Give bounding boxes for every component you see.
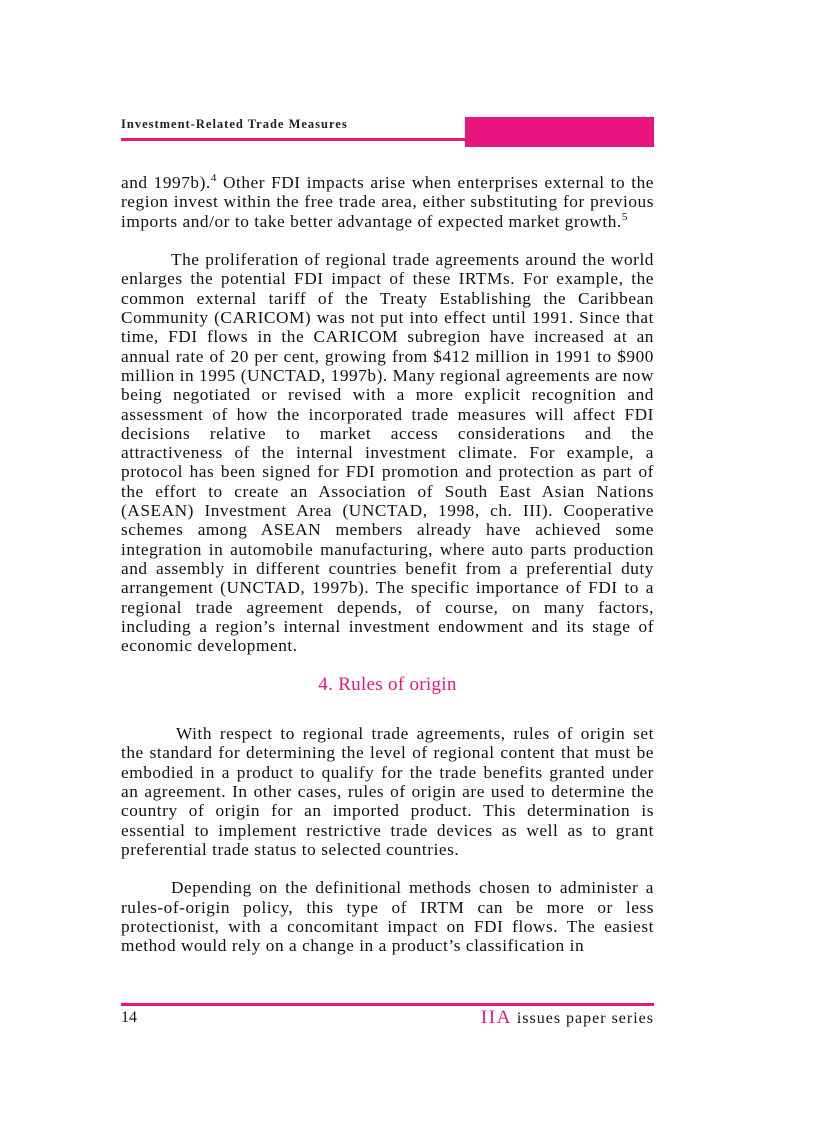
paragraph-4: Depending on the definitional methods chosen to administer a rules-of-origin policy, this type of IRTM can be more or less protectionist, with a concomitant impact on FDI flows. The easiest method would rely on a change in a product’s classification in xyxy=(121,878,654,956)
page-number: 14 xyxy=(121,1009,137,1026)
header-accent-block xyxy=(465,117,654,147)
body-text xyxy=(121,173,654,956)
paragraph-1-text-b: Other FDI impacts arise when enterprises external to the region invest within the free trade area, either substituting for previous imports and/or to take better advantage of expected market growth. xyxy=(121,173,654,231)
footnote-ref-5[interactable]: 5 xyxy=(621,210,628,223)
paragraph-3: With respect to regional trade agreements, rules of origin set the standard for determining the level of regional content that must be embodied in a product to qualify for the trade benefits granted under an agreement. In other cases, rules of origin are used to determine the country of origin for an imported product. This determination is essential to implement restrictive trade devices as well as to grant preferential trade status to selected countries. xyxy=(121,724,654,859)
header-rule xyxy=(121,138,654,141)
footnote-ref-4[interactable]: 4 xyxy=(210,172,217,185)
series-label xyxy=(481,1007,654,1029)
paragraph-2: The proliferation of regional trade agreements around the world enlarges the potential FDI impact of these IRTMs. For example, the common external tariff of the Treaty Establishing the Caribbean Community (CARICOM) was not put into effect until 1991. Since that time, FDI flows in the CARICOM subregion have increased at an annual rate of 20 per cent, growing from $412 million in 1991 to $900 million in 1995 (UNCTAD, 1997b). Many regional agreements are now being negotiated or revised with a more explicit recognition and assessment of how the incorporated trade measures will affect FDI decisions relative to market access considerations and the attractiveness of the internal investment climate. For example, a protocol has been signed for FDI promotion and protection as part of the effort to create an Association of South East Asian Nations (ASEAN) Investment Area (UNCTAD, 1998, ch. III). Cooperative schemes among ASEAN members already have achieved some integration in automobile manufacturing, where auto parts production and assembly in different countries benefit from a preferential duty arrangement (UNCTAD, 1997b). The specific importance of FDI to a regional trade agreement depends, of course, on many factors, including a region’s internal investment endowment and its stage of economic development. xyxy=(121,250,655,656)
paragraph-1-text-a: and 1997b). xyxy=(121,173,211,192)
series-text: issues paper series xyxy=(511,1010,654,1027)
running-header-title: Investment-Related Trade Measures xyxy=(121,117,348,131)
paragraph-1 xyxy=(121,173,654,231)
running-header xyxy=(121,117,654,147)
footer-rule xyxy=(121,1003,654,1006)
series-brand: IIA xyxy=(480,1007,512,1028)
section-heading: 4. Rules of origin xyxy=(318,673,457,695)
